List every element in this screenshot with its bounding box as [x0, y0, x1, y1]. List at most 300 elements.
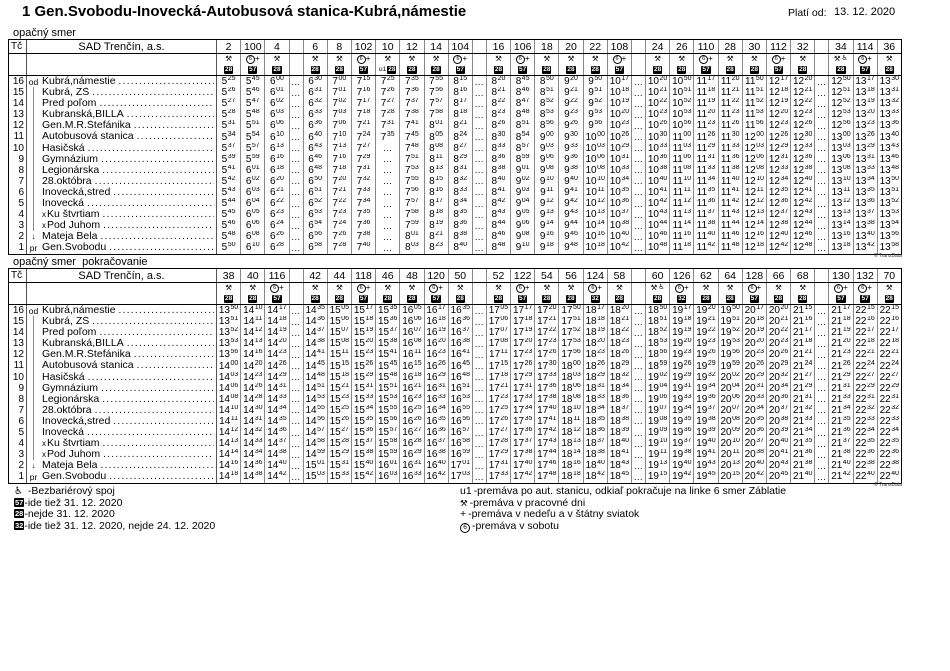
departure-time: 9 05: [511, 209, 535, 220]
departure-time: 19 42: [670, 471, 694, 482]
group-gap-cell: ...: [815, 131, 829, 142]
departure-time: 18 32: [608, 372, 632, 383]
departure-time: 18 37: [608, 405, 632, 416]
departure-time: 17 08: [487, 338, 511, 349]
departure-time: 11 48: [719, 242, 743, 253]
departure-time: 11 14: [670, 220, 694, 231]
departure-time: 5 46: [217, 220, 241, 231]
workdays-icon: ⚒: [543, 283, 551, 292]
group-gap-cell: ...: [815, 120, 829, 131]
service-note: [241, 293, 265, 304]
departure-time: 9 08: [535, 165, 559, 176]
service-day-symbol: [854, 283, 878, 293]
od-marker: od: [28, 305, 39, 316]
service-number: 110: [694, 40, 718, 53]
group-gap-cell: ...: [290, 316, 304, 327]
departure-time: 8 23: [425, 242, 449, 253]
departure-time: 20 40: [767, 438, 791, 449]
stop-name: Gen.M.R.Štefánika: [42, 120, 131, 132]
service-note: [376, 293, 400, 304]
stop-tc-number: 16: [9, 76, 27, 87]
note-badge: 28: [335, 294, 343, 302]
page-title: 1 Gen.Svobodu-Inovecká-Autobusová stanica-Kubrá,námestie: [22, 3, 467, 20]
on-request-flag: x: [42, 221, 46, 231]
departure-time: 9 00: [535, 131, 559, 142]
departure-time: 19 37: [670, 438, 694, 449]
departure-time: 20 41: [767, 449, 791, 460]
legend-right: [460, 486, 786, 533]
departure-time: 11 35: [694, 187, 718, 198]
departure-time: 17 27: [487, 427, 511, 438]
departure-time: 20 26: [743, 360, 767, 371]
departure-time: 19 52: [719, 327, 743, 338]
stop-row: [9, 76, 901, 87]
departure-time: 7 20: [328, 176, 352, 187]
departure-time: 22 15: [879, 305, 899, 317]
departure-time: 21 33: [791, 416, 815, 427]
departure-time: 6 50: [304, 176, 328, 187]
group-gap-cell: ...: [815, 316, 829, 327]
departure-time: 22 21: [854, 349, 878, 360]
stop-name: Mateja Bela: [42, 460, 98, 472]
departure-time: 14 38: [241, 471, 265, 482]
departure-time: 7 18: [328, 165, 352, 176]
departure-time: 17 19: [511, 327, 535, 338]
pr-marker: pr: [29, 471, 38, 482]
departure-time: 19 41: [694, 449, 718, 460]
departure-time: 17 23: [535, 338, 559, 349]
departure-time: 8 38: [487, 165, 511, 176]
departure-time: 7 21: [328, 187, 352, 198]
departure-time: 14 19: [265, 327, 289, 338]
departure-time: 11 51: [743, 87, 767, 98]
departure-time: 11 52: [743, 98, 767, 109]
service-day-symbol: [241, 283, 265, 293]
departure-time: 16 11: [400, 349, 424, 360]
service-day-symbol: [376, 54, 400, 64]
departure-time: 8 30: [487, 131, 511, 142]
departure-time: 8 40: [487, 176, 511, 187]
departure-time: 6 54: [304, 220, 328, 231]
departure-time: 18 18: [584, 316, 608, 327]
group-gap-cell: ...: [632, 231, 646, 242]
departure-time: 10 37: [608, 209, 632, 220]
service-note: [878, 64, 901, 75]
departure-time: 10 38: [646, 165, 670, 176]
departure-time: 13 31: [854, 154, 878, 165]
service-day-symbol: [854, 54, 878, 64]
departure-time: 19 09: [646, 427, 670, 438]
sunday-holiday-icon: +: [843, 283, 848, 292]
stop-marker: [27, 120, 40, 131]
service-number: 118: [352, 269, 376, 282]
departure-time: 10 42: [608, 242, 632, 253]
stop-name: Pred poľom: [42, 98, 97, 110]
group-gap-cell: ...: [815, 427, 829, 438]
workdays-icon: ⚒: [650, 283, 658, 292]
departure-time: 21 34: [829, 405, 853, 416]
departure-time: 17 41: [535, 416, 559, 427]
no-service-dots: ...: [383, 198, 393, 209]
departure-time: 16 38: [425, 449, 449, 460]
legend-text: -premáva v sobotu: [472, 519, 559, 532]
departure-time: 11 11: [670, 187, 694, 198]
departure-time: 11 43: [719, 209, 743, 220]
workdays-icon: ⚒: [495, 54, 502, 63]
departure-time: 13 52: [879, 198, 899, 210]
departure-time: 12 14: [743, 220, 767, 231]
departure-time: 7 48: [400, 143, 424, 154]
stop-marker: [27, 87, 40, 98]
departure-time: 13 33: [879, 109, 899, 121]
group-gap-cell: ...: [290, 471, 304, 482]
departure-time: 17 33: [511, 394, 535, 405]
departure-time: 22 31: [879, 393, 899, 405]
saturday-icon: 6: [453, 55, 462, 64]
no-service-dots: ...: [383, 176, 393, 187]
workdays-icon: ⚒: [616, 283, 623, 292]
departure-time: 17 56: [559, 349, 583, 360]
departure-time: 10 43: [646, 209, 670, 220]
departure-time: 14 23: [241, 372, 265, 383]
departure-time: 5 59: [241, 154, 265, 165]
departure-time: 15 38: [376, 338, 400, 349]
departure-time: 20 34: [767, 383, 791, 394]
stop-name: Autobusová stanica: [42, 131, 134, 143]
route-line: [33, 154, 34, 165]
service-note: [487, 293, 511, 304]
departure-time: 8 51: [535, 87, 559, 98]
departure-time: 7 34: [352, 198, 376, 209]
departure-time: 7 25: [376, 76, 400, 87]
stop-marker: [27, 438, 40, 449]
departure-time: 12 08: [743, 165, 767, 176]
sunday-holiday-icon: +: [438, 283, 443, 292]
group-gap-cell: ...: [815, 360, 829, 371]
departure-time: 15 38: [352, 449, 376, 460]
sunday-holiday-icon: +: [683, 283, 689, 292]
departure-time: 8 31: [449, 165, 473, 176]
stop-tc-number: 9: [9, 154, 27, 165]
service-number: 18: [535, 40, 559, 53]
departure-time: 16 45: [449, 360, 473, 371]
departure-time: 5 48: [241, 109, 265, 120]
service-number: 48: [400, 269, 424, 282]
departure-time: 15 59: [376, 449, 400, 460]
departure-time: 18 51: [646, 316, 670, 327]
departure-time: 14 18: [217, 471, 241, 482]
departure-time: 7 53: [400, 165, 424, 176]
departure-time: [376, 143, 400, 154]
departure-time: 20 29: [767, 360, 791, 371]
group-gap-cell: ...: [473, 438, 487, 449]
group-gap-cell: ...: [815, 416, 829, 427]
departure-time: 22 33: [879, 415, 899, 427]
group-gap-cell: ...: [632, 165, 646, 176]
departure-time: 16 38: [449, 338, 473, 349]
service-number: 66: [767, 269, 791, 282]
departure-time: 14 11: [241, 316, 265, 327]
stop-tc-number: 12: [9, 120, 27, 131]
stop-row: [9, 98, 901, 109]
group-gap-cell: ...: [290, 438, 304, 449]
group-gap-cell: ...: [473, 471, 487, 482]
departure-time: 18 22: [608, 327, 632, 338]
departure-time: 10 38: [608, 220, 632, 231]
departure-time: 20 06: [719, 394, 743, 405]
service-day-symbol: [425, 283, 449, 293]
departure-time: 13 35: [854, 187, 878, 198]
stop-name: Kubranská,BILLA: [42, 109, 124, 121]
departure-time: 7 51: [400, 154, 424, 165]
departure-time: 7 32: [352, 176, 376, 187]
dot-leader: [103, 438, 214, 448]
stop-row: [9, 176, 901, 187]
departure-time: 13 32: [879, 98, 899, 110]
departure-time: 21 34: [791, 427, 815, 438]
stop-tc-number: 3: [9, 220, 27, 231]
note-badge: 57: [273, 294, 281, 302]
departure-time: 22 31: [854, 394, 878, 405]
group-gap-cell: ...: [632, 198, 646, 209]
group-gap-cell: ...: [815, 98, 829, 109]
departure-time: 16 06: [400, 316, 424, 327]
departure-time: 11 13: [670, 209, 694, 220]
legend-text: -premáva po aut. stanicu, odkiaľ pokračuje na linke 6 smer Záblatie: [473, 485, 787, 497]
service-day-symbol: [511, 283, 535, 293]
departure-time: 19 38: [694, 416, 718, 427]
service-number: 2: [217, 40, 241, 53]
departure-time: 13 00: [829, 131, 853, 142]
departure-time: 22 18: [879, 338, 899, 350]
service-note: [449, 64, 473, 75]
group-gap-cell: ...: [815, 165, 829, 176]
departure-time: 21 31: [791, 394, 815, 405]
departure-time: 14 10: [241, 305, 265, 316]
stop-marker: [27, 416, 40, 427]
departure-time: 17 26: [511, 360, 535, 371]
departure-time: 11 37: [694, 209, 718, 220]
departure-time: 21 16: [791, 316, 815, 327]
departure-time: 19 22: [694, 327, 718, 338]
dot-leader: [109, 242, 214, 252]
departure-time: 17 40: [511, 460, 535, 471]
stop-name: Gen.Svobodu: [42, 471, 107, 483]
group-gap-cell: ...: [815, 405, 829, 416]
stop-name: Inovecká: [42, 198, 85, 210]
stop-tc-number: 7: [9, 405, 27, 416]
departure-time: 15 29: [328, 449, 352, 460]
group-gap-cell: ...: [815, 109, 829, 120]
departure-time: 11 22: [719, 98, 743, 109]
departure-time: 18 12: [559, 427, 583, 438]
departure-time: 12 41: [791, 187, 815, 198]
departure-time: 13 36: [879, 120, 899, 132]
group-gap-cell: ...: [473, 349, 487, 360]
departure-time: 8 18: [425, 209, 449, 220]
service-note: [352, 293, 376, 304]
departure-time: 22 35: [854, 438, 878, 449]
dot-leader: [100, 460, 214, 470]
departure-time: 12 44: [791, 220, 815, 231]
departure-time: 15 03: [304, 471, 328, 482]
departure-time: 7 02: [328, 98, 352, 109]
departure-time: 15 33: [328, 471, 352, 482]
departure-time: 9 03: [535, 143, 559, 154]
stop-tc-number: 8: [9, 394, 27, 405]
workdays-icon: ⚒: [567, 283, 575, 292]
departure-time: 8 21: [487, 87, 511, 98]
departure-time: 8 53: [535, 109, 559, 120]
departure-time: 21 24: [791, 360, 815, 371]
departure-time: 19 10: [646, 438, 670, 449]
group-gap-cell: ...: [290, 383, 304, 394]
no-service-dots: ...: [383, 143, 393, 154]
departure-time: 5 45: [217, 209, 241, 220]
departure-time: 22 16: [854, 316, 878, 327]
departure-time: 18 39: [608, 427, 632, 438]
group-gap-cell: ...: [290, 143, 304, 154]
service-note: [829, 64, 853, 75]
departure-time: 16 23: [400, 394, 424, 405]
service-note: [608, 64, 632, 75]
group-gap-cell: ...: [290, 76, 304, 87]
valid-from-label: Platí od:: [788, 7, 827, 19]
departure-time: 18 18: [559, 471, 583, 482]
group-gap-cell: ...: [290, 338, 304, 349]
departure-time: 6 16: [265, 154, 289, 165]
departure-time: 17 26: [487, 416, 511, 427]
legend-item: [14, 509, 215, 521]
departure-time: 17 42: [511, 471, 535, 482]
departure-time: 16 37: [449, 327, 473, 338]
departure-time: 13 56: [879, 231, 899, 243]
stop-tc-number: 9: [9, 383, 27, 394]
dot-leader: [127, 338, 214, 348]
departure-time: 9 10: [511, 242, 535, 253]
departure-time: 12 43: [791, 209, 815, 220]
departure-time: 17 26: [535, 349, 559, 360]
departure-time: 8 15: [449, 76, 473, 87]
departure-time: 16 31: [400, 460, 424, 471]
note-badge: 28: [384, 294, 392, 302]
departure-time: 14 57: [304, 427, 328, 438]
departure-time: 17 05: [487, 305, 511, 316]
departure-time: 13 18: [854, 87, 878, 98]
departure-time: 6 28: [265, 242, 289, 253]
stop-tc-number: 7: [9, 176, 27, 187]
service-number: 54: [535, 269, 559, 282]
departure-time: 19 29: [694, 360, 718, 371]
departure-time: 17 35: [511, 416, 535, 427]
departure-time: 10 00: [584, 131, 608, 142]
departure-time: 14 16: [217, 460, 241, 471]
group-gap-cell: ...: [632, 460, 646, 471]
group-gap-cell: ...: [473, 131, 487, 142]
dot-leader: [134, 120, 214, 130]
service-note: [791, 64, 815, 75]
route-line: [33, 316, 34, 327]
group-gap-cell: ...: [815, 460, 829, 471]
departure-time: 7 36: [352, 220, 376, 231]
stop-row: [9, 405, 901, 416]
route-line: [33, 427, 34, 438]
service-note: [670, 293, 694, 304]
group-gap-cell: ...: [473, 427, 487, 438]
departure-time: 12 37: [767, 209, 791, 220]
departure-time: 9 06: [511, 220, 535, 231]
stop-marker: [27, 372, 40, 383]
group-gap-cell: ...: [473, 109, 487, 120]
service-number: 28: [719, 40, 743, 53]
departure-time: 18 11: [559, 416, 583, 427]
service-day-symbol: [511, 54, 535, 64]
service-day-symbol: [217, 54, 241, 64]
departure-time: 19 18: [670, 316, 694, 327]
departure-time: 9 43: [559, 209, 583, 220]
service-day-symbol: [487, 54, 511, 64]
service-day-symbol: [719, 283, 743, 293]
departure-time: 14 17: [265, 305, 289, 316]
header-row-notes: [9, 64, 901, 76]
service-note: [352, 64, 376, 75]
departure-time: 10 42: [646, 198, 670, 209]
departure-time: 17 53: [559, 338, 583, 349]
departure-time: 10 48: [646, 242, 670, 253]
stop-name: Autobusová stanica: [42, 360, 134, 372]
departure-time: 11 23: [719, 109, 743, 120]
departure-time: 14 51: [304, 383, 328, 394]
departure-time: 15 18: [352, 316, 376, 327]
stop-tc-number: 15: [9, 316, 27, 327]
departure-time: 18 03: [559, 372, 583, 383]
departure-time: 19 08: [646, 416, 670, 427]
stop-row: [9, 120, 901, 131]
departure-time: 12 17: [767, 76, 791, 87]
departure-time: 21 35: [791, 438, 815, 449]
service-day-symbol: [829, 283, 853, 293]
departure-time: 16 57: [449, 427, 473, 438]
stop-name: Gymnázium: [42, 382, 99, 394]
departure-time: 11 16: [670, 231, 694, 242]
departure-time: 6 22: [265, 198, 289, 209]
departure-time: 21 21: [791, 349, 815, 360]
group-gap-cell: ...: [815, 220, 829, 231]
departure-time: 6 26: [265, 231, 289, 242]
departure-time: 15 07: [328, 327, 352, 338]
departure-time: 7 22: [328, 198, 352, 209]
departure-time: 11 40: [694, 231, 718, 242]
stop-marker: [27, 305, 40, 316]
departure-time: 14 30: [241, 405, 265, 416]
departure-time: 12 31: [767, 154, 791, 165]
departure-time: 14 35: [265, 416, 289, 427]
departure-time: 18 56: [646, 349, 670, 360]
departure-time: 14 41: [304, 349, 328, 360]
stop-name: Ku štvrtiam: [47, 209, 100, 221]
departure-time: 15 20: [352, 338, 376, 349]
service-note: [608, 293, 632, 304]
group-gap-cell: ...: [632, 360, 646, 371]
departure-time: 14 14: [217, 449, 241, 460]
service-note: [854, 293, 878, 304]
service-note: [878, 293, 901, 304]
departure-time: 16 36: [425, 427, 449, 438]
dot-leader: [137, 131, 214, 141]
dot-leader: [103, 220, 214, 230]
stop-marker: [27, 338, 40, 349]
departure-time: 18 14: [559, 449, 583, 460]
